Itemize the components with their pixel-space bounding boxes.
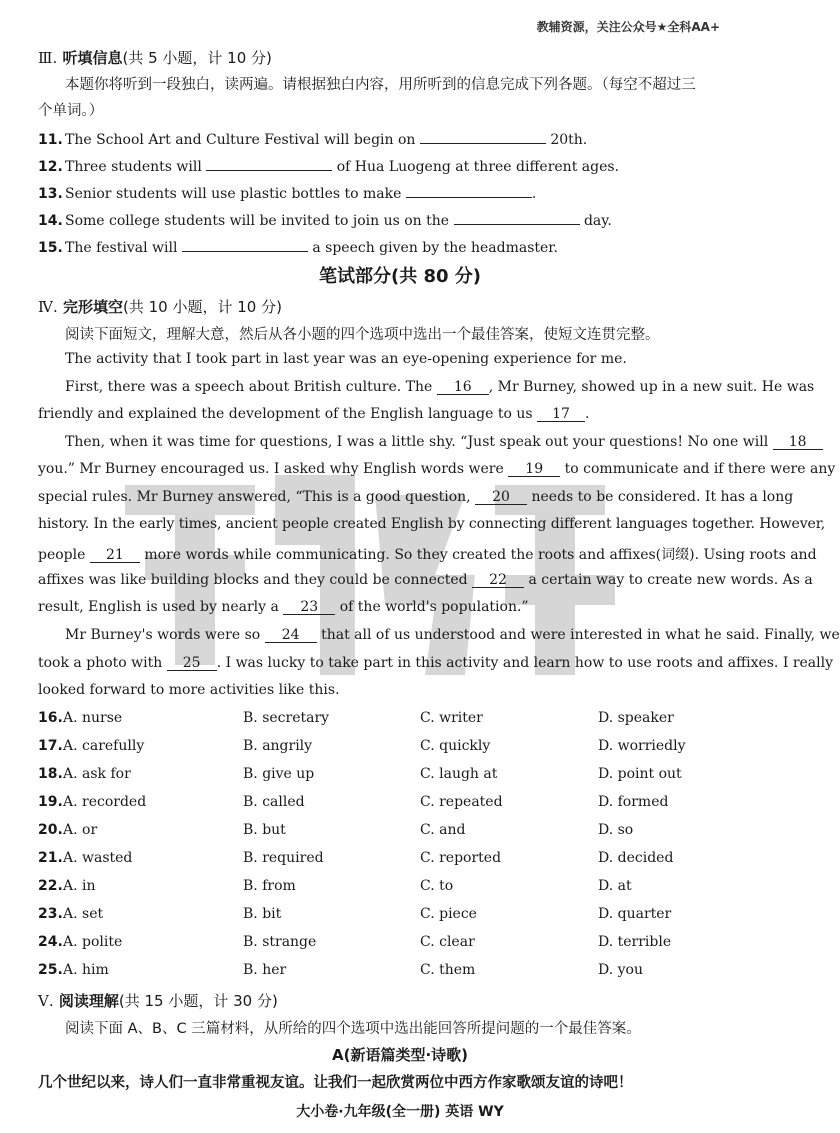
section-4-instruction: 阅读下面短文，理解大意，然后从各小题的四个选项中选出一个最佳答案，使短文连贯完整。	[65, 327, 660, 343]
answer-blank-11[interactable]	[420, 128, 546, 144]
answer-blank-15[interactable]	[182, 236, 308, 252]
question-number: 15.	[38, 240, 63, 256]
question-number: 18.	[38, 766, 63, 782]
section-title: 完形填空	[63, 298, 124, 316]
option-row	[38, 962, 778, 984]
option-c[interactable]: C. to	[420, 878, 454, 894]
option-a[interactable]: A. polite	[63, 934, 123, 950]
passage-text: needs to be considered. It has a long	[531, 489, 794, 505]
question-text-end: .	[531, 186, 537, 202]
question-number: 12.	[38, 159, 63, 175]
question-text: Three students will	[65, 159, 202, 175]
question-number: 20.	[38, 822, 63, 838]
passage-text: special rules. Mr Burney answered, “This is a good question,	[38, 489, 471, 505]
section-label: Ⅳ.	[38, 298, 58, 316]
option-d[interactable]: D. at	[598, 878, 632, 894]
section-count: (共 5 小题，计 10 分)	[122, 49, 272, 67]
option-d[interactable]: D. so	[598, 822, 634, 838]
option-c[interactable]: C. them	[420, 962, 476, 978]
option-a[interactable]: A. nurse	[63, 710, 123, 726]
section-title: 听填信息	[62, 49, 123, 67]
option-b[interactable]: B. from	[243, 878, 296, 894]
question-11	[38, 128, 587, 148]
section-5-heading	[38, 990, 278, 1011]
cloze-blank-24[interactable]: 24	[265, 627, 317, 643]
section-4-heading	[38, 296, 282, 317]
cloze-blank-20[interactable]: 20	[475, 489, 527, 505]
option-b[interactable]: B. but	[243, 822, 286, 838]
option-d[interactable]: D. quarter	[598, 906, 672, 922]
option-row	[38, 738, 778, 760]
question-text-end: of Hua Luogeng at three different ages.	[336, 159, 619, 175]
option-c[interactable]: C. quickly	[420, 738, 491, 754]
option-a[interactable]: A. carefully	[63, 738, 145, 754]
option-row	[38, 934, 778, 956]
option-c[interactable]: C. writer	[420, 710, 483, 726]
question-14	[38, 209, 612, 229]
option-d[interactable]: D. worriedly	[598, 738, 686, 754]
option-row	[38, 710, 778, 732]
option-b[interactable]: B. called	[243, 794, 305, 810]
cloze-blank-23[interactable]: 23	[283, 599, 335, 615]
option-d[interactable]: D. speaker	[598, 710, 674, 726]
passage-line: friendly and explained the development of the English language to us 17 .	[38, 406, 590, 422]
passage-line	[65, 627, 840, 643]
question-number: 11.	[38, 132, 63, 148]
option-d[interactable]: D. you	[598, 962, 643, 978]
question-text: Some college students will be invited to join us on the	[65, 213, 450, 229]
option-c[interactable]: C. piece	[420, 906, 477, 922]
passage-text: result, English is used by nearly a	[38, 599, 279, 615]
cloze-blank-17[interactable]: 17	[537, 406, 585, 422]
option-a[interactable]: A. wasted	[63, 850, 133, 866]
answer-blank-14[interactable]	[454, 209, 580, 225]
passage-text: that all of us understood and were interested in what he said. Finally, we	[321, 627, 840, 643]
option-d[interactable]: D. formed	[598, 794, 669, 810]
option-b[interactable]: B. her	[243, 962, 287, 978]
cloze-blank-18[interactable]: 18	[773, 434, 823, 450]
section-count: (共 15 小题，计 30 分)	[118, 992, 278, 1010]
passage-line	[38, 655, 833, 671]
passage-line: The activity that I took part in last year was an eye-opening experience for me.	[65, 351, 627, 367]
passage-line: looked forward to more activities like this.	[38, 682, 340, 698]
option-a[interactable]: A. recorded	[63, 794, 147, 810]
option-b[interactable]: B. strange	[243, 934, 317, 950]
option-row	[38, 878, 778, 900]
passage-line	[38, 544, 817, 564]
passage-text: . I was lucky to take part in this activity and learn how to use roots and affixes. I really	[216, 655, 834, 671]
passage-text: friendly and explained the development of the English language to us	[38, 406, 533, 422]
page-header: 教辅资源，关注公众号★全科AA+	[536, 20, 720, 34]
option-b[interactable]: B. secretary	[243, 710, 330, 726]
cloze-blank-16[interactable]: 16	[437, 379, 489, 395]
passage-line	[38, 572, 813, 588]
cloze-blank-19[interactable]: 19	[508, 461, 560, 477]
passage-text: more words while communicating. So they created the roots and affixes(词缀). Using roots and	[144, 547, 817, 563]
passage-line	[65, 379, 814, 395]
section-title: 阅读理解	[58, 992, 119, 1010]
section-label: Ⅴ.	[38, 992, 54, 1010]
passage-text: , Mr Burney, showed up in a new suit. He was	[488, 379, 815, 395]
question-number: 13.	[38, 186, 63, 202]
question-text-end: 20th.	[550, 132, 588, 148]
question-number: 21.	[38, 850, 63, 866]
question-number: 16.	[38, 710, 63, 726]
answer-blank-12[interactable]	[206, 155, 332, 171]
passage-line	[38, 489, 793, 505]
option-c[interactable]: C. clear	[420, 934, 475, 950]
option-b[interactable]: B. bit	[243, 906, 282, 922]
option-a[interactable]: A. or	[63, 822, 98, 838]
question-number: 24.	[38, 934, 63, 950]
passage-text: Mr Burney's words were so	[65, 627, 261, 643]
question-15	[38, 236, 558, 256]
passage-a-intro: 几个世纪以来，诗人们一直非常重视友谊。让我们一起欣赏两位中西方作家歌颂友谊的诗吧！	[38, 1075, 633, 1091]
option-row	[38, 906, 778, 928]
question-text: The School Art and Culture Festival will begin on	[65, 132, 416, 148]
question-number: 14.	[38, 213, 63, 229]
question-text: Senior students will use plastic bottles to make	[65, 186, 402, 202]
question-number: 23.	[38, 906, 63, 922]
page-footer: 大小卷·九年级(全一册) 英语 WY	[296, 1104, 504, 1120]
option-row	[38, 794, 778, 816]
question-12	[38, 155, 619, 175]
option-row	[38, 850, 778, 872]
passage-line	[38, 599, 529, 615]
question-text-end: a speech given by the headmaster.	[312, 240, 558, 256]
written-part-title: 笔试部分(共 80 分)	[318, 266, 482, 287]
cloze-blank-22[interactable]: 22	[472, 572, 524, 588]
cloze-blank-25[interactable]: 25	[167, 655, 217, 671]
passage-a-title: A(新语篇类型·诗歌)	[331, 1046, 469, 1064]
section-5-instruction: 阅读下面 A、B、C 三篇材料，从所给的四个选项中选出能回答所提问题的一个最佳答案。	[65, 1021, 641, 1037]
option-a[interactable]: A. in	[63, 878, 96, 894]
question-text: The festival will	[65, 240, 178, 256]
option-b[interactable]: B. angrily	[243, 738, 313, 754]
passage-line	[38, 461, 835, 477]
passage-text: affixes was like building blocks and they could be connected	[38, 572, 468, 588]
passage-text: to communicate and if there were any	[564, 461, 836, 477]
cloze-blank-21[interactable]: 21	[90, 547, 140, 563]
option-c[interactable]: C. laugh at	[420, 766, 498, 782]
passage-line: history. In the early times, ancient people created English by connecting different languages together. However,	[38, 516, 826, 532]
passage-line	[65, 434, 823, 450]
question-number: 25.	[38, 962, 63, 978]
passage-text: people	[38, 547, 86, 563]
question-number: 17.	[38, 738, 63, 754]
option-row	[38, 822, 778, 844]
option-c[interactable]: C. repeated	[420, 794, 503, 810]
option-d[interactable]: D. point out	[598, 766, 682, 782]
option-a[interactable]: A. him	[63, 962, 109, 978]
option-c[interactable]: C. reported	[420, 850, 502, 866]
option-d[interactable]: D. terrible	[598, 934, 672, 950]
passage-text: Then, when it was time for questions, I was a little shy. “Just speak out your questions! No one will	[65, 434, 769, 450]
question-13	[38, 182, 536, 202]
passage-text: of the world's population.”	[339, 599, 529, 615]
section-count: (共 10 小题，计 10 分)	[123, 298, 282, 316]
passage-text: you.” Mr Burney encouraged us. I asked why English words were	[38, 461, 504, 477]
question-number: 19.	[38, 794, 63, 810]
option-a[interactable]: A. ask for	[63, 766, 131, 782]
option-a[interactable]: A. set	[63, 906, 104, 922]
answer-blank-13[interactable]	[406, 182, 532, 198]
section-3-instruction: 本题你将听到一段独白，读两遍。请根据独白内容，用所听到的信息完成下列各题。（每空不超过三	[65, 77, 696, 93]
passage-text: a certain way to create new words. As a	[528, 572, 813, 588]
option-b[interactable]: B. give up	[243, 766, 315, 782]
option-b[interactable]: B. required	[243, 850, 324, 866]
option-d[interactable]: D. decided	[598, 850, 674, 866]
question-number: 22.	[38, 878, 63, 894]
passage-text: First, there was a speech about British culture. The	[65, 379, 433, 395]
section-3-instruction-cont: 个单词。）	[38, 103, 104, 119]
section-label: Ⅲ.	[38, 49, 58, 67]
option-row	[38, 766, 778, 788]
question-text-end: day.	[583, 213, 612, 229]
passage-text: took a photo with	[38, 655, 163, 671]
option-c[interactable]: C. and	[420, 822, 466, 838]
section-3-heading	[38, 47, 272, 68]
